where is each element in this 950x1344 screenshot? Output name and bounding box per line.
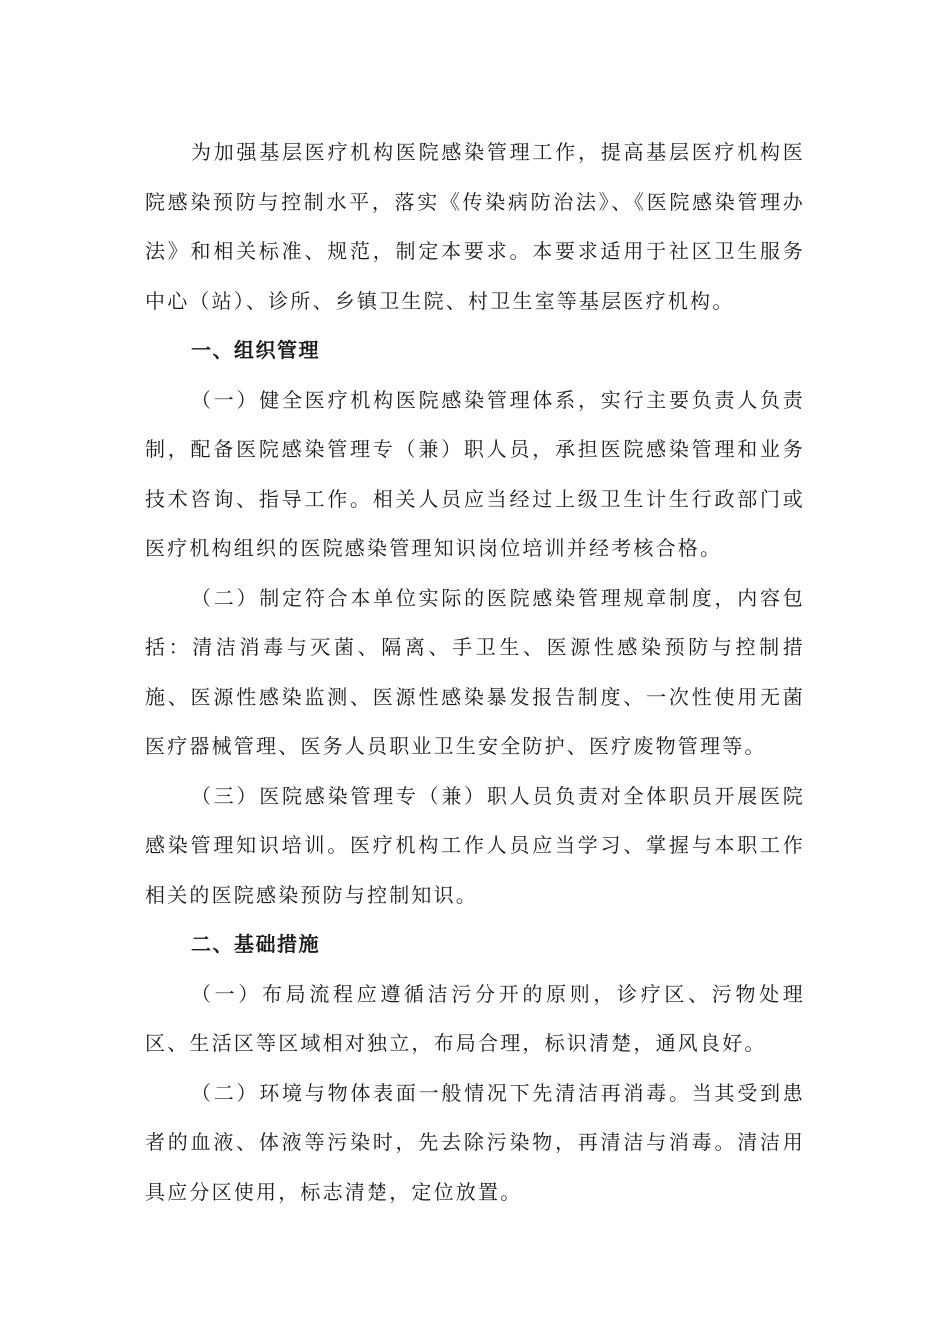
section-heading-basic-measures: 二、基础措施 bbox=[191, 932, 320, 956]
paragraph-2-2: （二）环境与物体表面一般情况下先清洁再消毒。当其受到患者的血液、体液等污染时，先去除污染物，再清洁与消毒。清洁用具应分区使用，标志清楚，定位放置。 bbox=[145, 1080, 805, 1204]
document-body bbox=[145, 128, 805, 1217]
paragraph-1-2: （二）制定符合本单位实际的医院感染管理规章制度，内容包括：清洁消毒与灭菌、隔离、手卫生、医源性感染预防与控制措施、医源性感染监测、医源性感染暴发报告制度、一次性使用无菌医疗器械管理、医务人员职业卫生安全防护、医疗废物管理等。 bbox=[145, 585, 805, 758]
paragraph-2-1: （一）布局流程应遵循洁污分开的原则，诊疗区、污物处理区、生活区等区域相对独立，布局合理，标识清楚，通风良好。 bbox=[145, 981, 805, 1055]
section-heading-organization: 一、组织管理 bbox=[191, 338, 320, 362]
intro-paragraph: 为加强基层医疗机构医院感染管理工作，提高基层医疗机构医院感染预防与控制水平，落实《传染病防治法》、《医院感染管理办法》和相关标准、规范，制定本要求。本要求适用于社区卫生服务中心（站）、诊所、乡镇卫生院、村卫生室等基层医疗机构。 bbox=[145, 140, 805, 313]
paragraph-1-1: （一）健全医疗机构医院感染管理体系，实行主要负责人负责制，配备医院感染管理专（兼）职人员，承担医院感染管理和业务技术咨询、指导工作。相关人员应当经过上级卫生计生行政部门或医疗机构组织的医院感染管理知识岗位培训并经考核合格。 bbox=[145, 387, 805, 560]
paragraph-1-3: （三）医院感染管理专（兼）职人员负责对全体职员开展医院感染管理知识培训。医疗机构工作人员应当学习、掌握与本职工作相关的医院感染预防与控制知识。 bbox=[145, 783, 805, 907]
